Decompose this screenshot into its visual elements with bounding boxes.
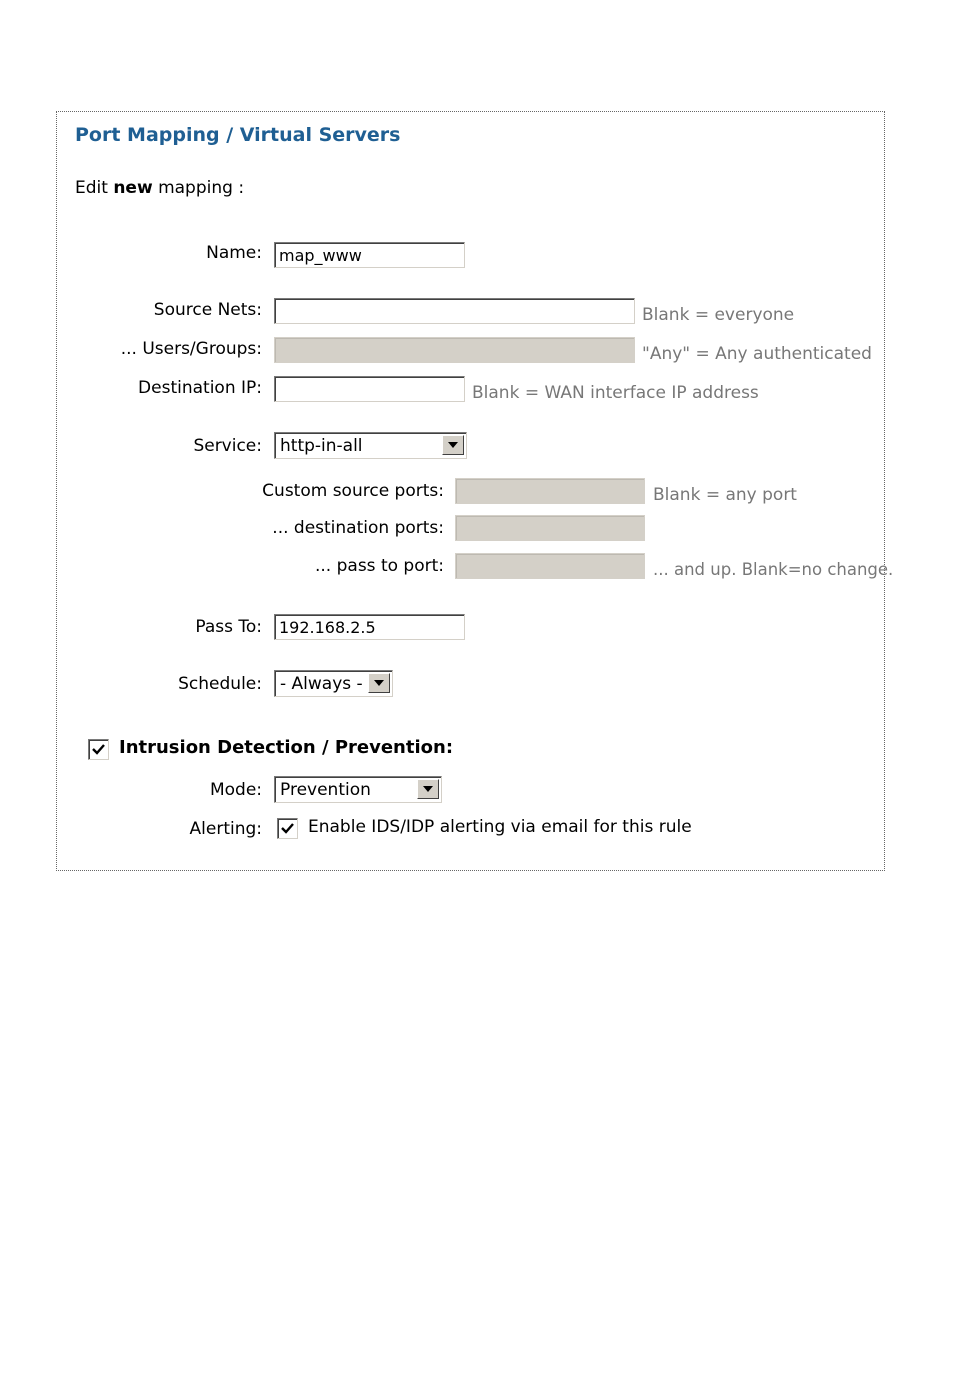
pass-to-input[interactable] <box>274 614 465 640</box>
name-label: Name: <box>206 243 262 263</box>
chevron-down-icon <box>423 786 433 792</box>
destination-ip-hint: Blank = WAN interface IP address <box>472 383 759 403</box>
edit-suffix: mapping : <box>158 178 245 198</box>
checkmark-icon <box>280 821 295 836</box>
mode-label: Mode: <box>209 780 262 800</box>
schedule-value: - Always - <box>280 674 363 694</box>
checkmark-icon <box>91 742 106 757</box>
chevron-down-icon <box>448 442 458 448</box>
mode-value: Prevention <box>280 780 371 800</box>
schedule-dropdown-button[interactable] <box>368 673 390 693</box>
schedule-label: Schedule: <box>178 674 262 694</box>
source-nets-hint: Blank = everyone <box>642 305 795 325</box>
ids-label: Intrusion Detection / Prevention: <box>119 737 454 758</box>
service-dropdown-button[interactable] <box>442 435 464 455</box>
schedule-select[interactable] <box>274 670 393 697</box>
alerting-label: Alerting: <box>189 819 262 839</box>
pass-to-label: Pass To: <box>195 617 262 637</box>
chevron-down-icon <box>374 680 384 686</box>
alerting-checkbox-label: Enable IDS/IDP alerting via email for this rule <box>308 817 692 837</box>
port-mapping-panel <box>56 111 894 871</box>
users-groups-label: ... Users/Groups: <box>120 339 262 359</box>
ids-checkbox[interactable] <box>88 739 109 760</box>
destination-ip-input[interactable] <box>274 376 465 402</box>
users-groups-input[interactable] <box>274 337 635 363</box>
mode-select[interactable] <box>274 776 442 803</box>
custom-source-ports-hint: Blank = any port <box>653 485 797 505</box>
name-input[interactable] <box>274 242 465 268</box>
destination-ports-label: ... destination ports: <box>272 518 444 538</box>
service-select[interactable] <box>274 432 467 459</box>
pass-to-port-input[interactable] <box>455 553 645 579</box>
edit-new: new <box>113 178 153 198</box>
destination-ip-label: Destination IP: <box>138 378 262 398</box>
source-nets-input[interactable] <box>274 298 635 324</box>
service-value: http-in-all <box>280 436 363 456</box>
edit-caption <box>75 178 244 198</box>
users-groups-hint: "Any" = Any authenticated <box>642 344 872 364</box>
mode-dropdown-button[interactable] <box>417 779 439 799</box>
edit-prefix: Edit <box>75 178 108 198</box>
pass-to-port-label: ... pass to port: <box>315 556 444 576</box>
custom-source-ports-label: Custom source ports: <box>262 481 444 501</box>
destination-ports-input[interactable] <box>455 515 645 541</box>
pass-to-port-hint: ... and up. Blank=no change. <box>653 560 894 579</box>
custom-source-ports-input[interactable] <box>455 478 645 504</box>
page-title: Port Mapping / Virtual Servers <box>75 124 401 146</box>
service-label: Service: <box>193 436 262 456</box>
source-nets-label: Source Nets: <box>153 300 262 320</box>
alerting-checkbox[interactable] <box>277 818 298 839</box>
